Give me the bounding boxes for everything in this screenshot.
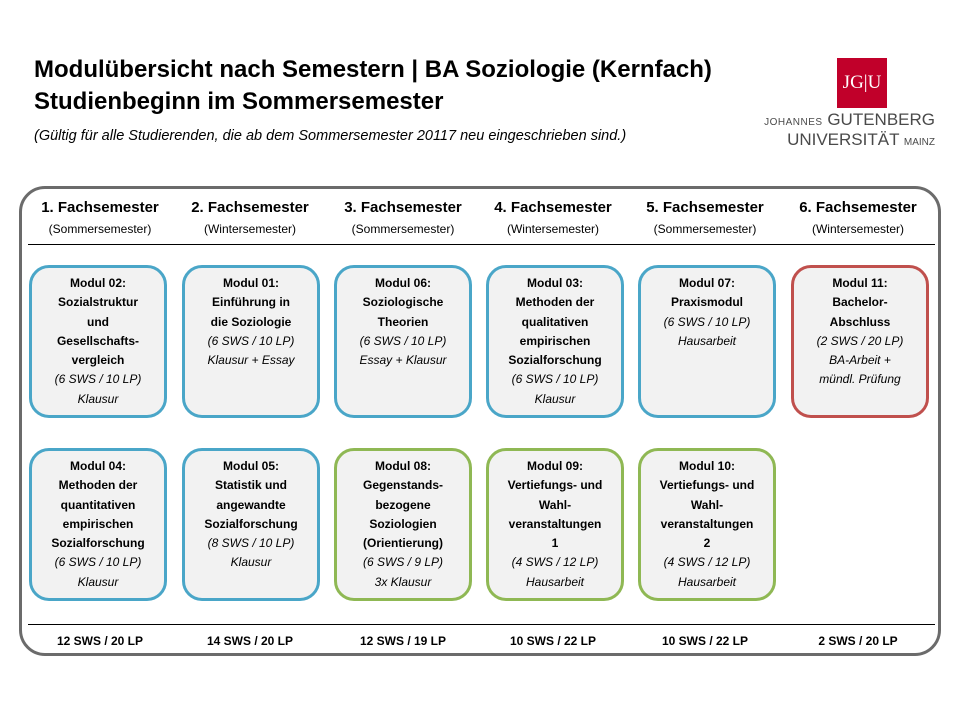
module-04-card bbox=[29, 448, 167, 601]
module-exam: Klausur bbox=[534, 391, 576, 406]
jgu-logo-box: JG|U bbox=[837, 58, 887, 108]
module-exam: Klausur + Essay bbox=[207, 353, 295, 368]
module-exam: 3x Klausur bbox=[374, 574, 432, 589]
university-logo bbox=[760, 58, 940, 158]
module-10-card bbox=[638, 448, 776, 601]
module-title: Modul 03: Methoden der qualitativen empirischen Sozialforschung bbox=[508, 276, 602, 368]
module-exam: Hausarbeit bbox=[677, 574, 737, 589]
logo-johannes: JOHANNES bbox=[764, 117, 823, 128]
logo-wordmark-line2 bbox=[760, 131, 935, 152]
semester-6-header bbox=[783, 198, 933, 237]
semester-type: (Wintersemester) bbox=[203, 222, 296, 236]
semester-type: (Sommersemester) bbox=[653, 222, 757, 236]
module-07-card bbox=[638, 265, 776, 418]
semester-label: 4. Fachsemester bbox=[494, 199, 612, 216]
module-01-card bbox=[182, 265, 320, 418]
semester-label: 2. Fachsemester bbox=[191, 199, 309, 216]
module-05-card bbox=[182, 448, 320, 601]
module-title: Modul 05: Statistik und angewandte Sozialforschung bbox=[204, 459, 298, 531]
module-credits: (6 SWS / 10 LP) bbox=[359, 333, 447, 348]
semester-1-header bbox=[25, 198, 175, 237]
logo-universitaet: UNIVERSITÄT bbox=[787, 130, 900, 149]
module-11-card bbox=[791, 265, 929, 418]
logo-gutenberg: GUTENBERG bbox=[827, 110, 935, 129]
footer-divider bbox=[28, 624, 935, 625]
page-title bbox=[34, 54, 834, 118]
module-03-card bbox=[486, 265, 624, 418]
semester-2-header bbox=[175, 198, 325, 237]
semester-label: 1. Fachsemester bbox=[41, 199, 159, 216]
module-credits: (6 SWS / 10 LP) bbox=[207, 333, 295, 348]
module-08-card bbox=[334, 448, 472, 601]
semester-6-total: 2 SWS / 20 LP bbox=[818, 634, 898, 648]
page-title-line1: Modulübersicht nach Semestern | BA Soziologie (Kernfach) bbox=[34, 56, 712, 83]
module-title: Modul 02: Sozialstruktur und Gesellschafts- vergleich bbox=[56, 276, 140, 368]
semester-2-total: 14 SWS / 20 LP bbox=[206, 634, 294, 648]
module-credits: (6 SWS / 10 LP) bbox=[511, 372, 599, 387]
module-exam: BA-Arbeit + mündl. Prüfung bbox=[819, 353, 901, 387]
module-title: Modul 11: Bachelor- Abschluss bbox=[829, 276, 891, 329]
module-title: Modul 09: Vertiefungs- und Wahl- veranstaltungen 1 bbox=[507, 459, 603, 551]
semester-5-header bbox=[630, 198, 780, 237]
validity-note: (Gültig für alle Studierenden, die ab dem Sommersemester 20117 neu eingeschrieben sind.) bbox=[34, 128, 627, 144]
semester-4-total: 10 SWS / 22 LP bbox=[509, 634, 597, 648]
module-exam: Hausarbeit bbox=[525, 574, 585, 589]
module-credits: (8 SWS / 10 LP) bbox=[207, 536, 295, 551]
module-credits: (6 SWS / 10 LP) bbox=[54, 555, 142, 570]
module-credits: (4 SWS / 12 LP) bbox=[663, 555, 751, 570]
module-exam: Klausur bbox=[77, 391, 119, 406]
module-credits: (4 SWS / 12 LP) bbox=[511, 555, 599, 570]
module-title: Modul 08: Gegenstands- bezogene Soziologien (Orientierung) bbox=[362, 459, 443, 551]
semester-type: (Sommersemester) bbox=[48, 222, 152, 236]
semester-3-header bbox=[328, 198, 478, 237]
semester-4-header bbox=[478, 198, 628, 237]
module-title: Modul 04: Methoden der quantitativen empirischen Sozialforschung bbox=[51, 459, 145, 551]
semester-type: (Wintersemester) bbox=[811, 222, 904, 236]
module-exam: Klausur bbox=[77, 574, 119, 589]
semester-5-total: 10 SWS / 22 LP bbox=[661, 634, 749, 648]
module-02-card bbox=[29, 265, 167, 418]
semester-type: (Sommersemester) bbox=[351, 222, 455, 236]
logo-mainz: MAINZ bbox=[903, 137, 935, 148]
semester-3-total: 12 SWS / 19 LP bbox=[359, 634, 447, 648]
module-title: Modul 06: Soziologische Theorien bbox=[362, 276, 444, 329]
module-title: Modul 07: Praxismodul bbox=[670, 276, 744, 310]
semester-label: 5. Fachsemester bbox=[646, 199, 764, 216]
semester-label: 6. Fachsemester bbox=[799, 199, 917, 216]
module-09-card bbox=[486, 448, 624, 601]
module-credits: (2 SWS / 20 LP) bbox=[816, 333, 904, 348]
module-title: Modul 01: Einführung in die Soziologie bbox=[210, 276, 292, 329]
module-exam: Klausur bbox=[230, 555, 272, 570]
module-exam: Essay + Klausur bbox=[359, 353, 447, 368]
page-title-line2: Studienbeginn im Sommersemester bbox=[34, 88, 444, 115]
module-credits: (6 SWS / 9 LP) bbox=[362, 555, 444, 570]
module-credits: (6 SWS / 10 LP) bbox=[663, 314, 751, 329]
module-credits: (6 SWS / 10 LP) bbox=[54, 372, 142, 387]
module-exam: Hausarbeit bbox=[677, 333, 737, 348]
module-title: Modul 10: Vertiefungs- und Wahl- veranstaltungen 2 bbox=[659, 459, 755, 551]
header-divider bbox=[28, 244, 935, 245]
semester-type: (Wintersemester) bbox=[506, 222, 599, 236]
module-06-card bbox=[334, 265, 472, 418]
semester-1-total: 12 SWS / 20 LP bbox=[56, 634, 144, 648]
logo-wordmark-line1 bbox=[760, 111, 935, 132]
semester-label: 3. Fachsemester bbox=[344, 199, 462, 216]
